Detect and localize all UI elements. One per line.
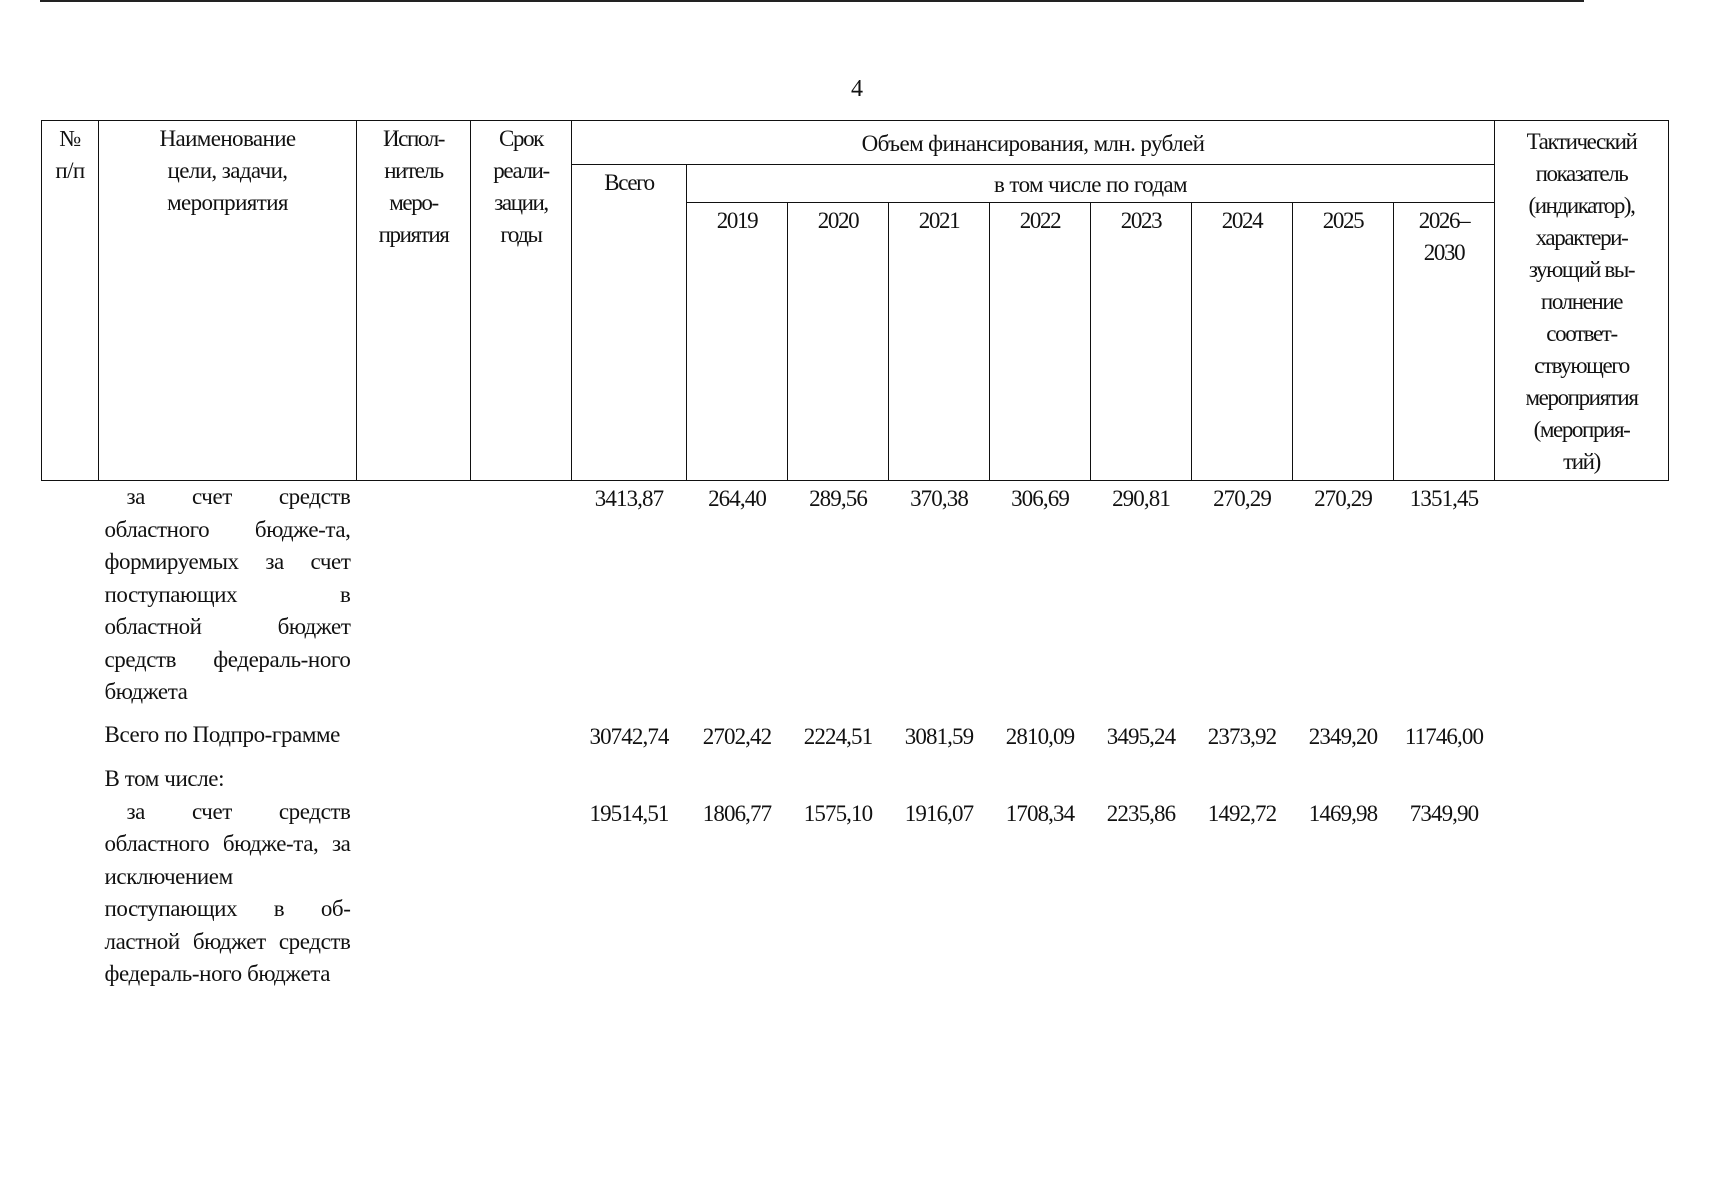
row-year-value: 2235,86	[1106, 800, 1176, 826]
row-total: 30742,74	[589, 723, 669, 749]
header-year: 2026– 2030	[1394, 203, 1495, 481]
row-year-value: 3081,59	[904, 723, 974, 749]
header-total: Всего	[572, 165, 687, 481]
row-year-value: 2810,09	[1005, 723, 1075, 749]
row-year-value: 2349,20	[1308, 723, 1378, 749]
row-label: В том числе:	[104, 766, 225, 791]
row-year-value: 1469,98	[1308, 800, 1378, 826]
row-total: 19514,51	[589, 800, 669, 826]
table-row	[42, 796, 1669, 991]
header-number: № п/п	[42, 121, 99, 481]
row-year-value: 11746,00	[1404, 723, 1484, 749]
row-year-value: 2373,92	[1207, 723, 1277, 749]
row-label: Всего по Подпро-грамме	[104, 721, 340, 747]
header-year: 2024	[1192, 203, 1293, 481]
row-year-value: 270,29	[1213, 486, 1271, 511]
row-label: за счет средств областного бюдже-та, за исключением поступающих в об-ластной бюджет средств федераль-ного бюджета	[104, 798, 351, 986]
row-year-value: 1351,45	[1409, 486, 1479, 511]
row-year-value: 7349,90	[1409, 800, 1479, 826]
table-row	[42, 763, 1669, 796]
row-year-value: 306,69	[1011, 486, 1069, 511]
row-year-value: 1575,10	[803, 800, 873, 826]
row-year-value: 270,29	[1314, 486, 1372, 511]
header-year: 2021	[889, 203, 990, 481]
row-year-value: 1806,77	[702, 800, 772, 826]
header-year: 2022	[990, 203, 1091, 481]
header-year: 2020	[788, 203, 889, 481]
funding-table	[41, 120, 1669, 991]
header-year: 2023	[1091, 203, 1192, 481]
header-indicator: Тактический показатель (индикатор), характери- зующий вы- полнение соответ- ствующего мероприятия (мероприя- тий)	[1495, 121, 1669, 481]
header-year: 2025	[1293, 203, 1394, 481]
row-year-value: 1708,34	[1005, 800, 1075, 826]
header-funding: Объем финансирования, млн. рублей	[572, 121, 1495, 165]
row-year-value: 290,81	[1112, 486, 1170, 511]
header-name: Наименование цели, задачи, мероприятия	[99, 121, 357, 481]
page-number: 4	[851, 76, 863, 102]
row-year-value: 289,56	[809, 486, 867, 511]
header-executor: Испол- нитель меро- приятия	[357, 121, 471, 481]
top-border-line	[40, 0, 1584, 2]
header-by-years: в том числе по годам	[687, 165, 1495, 203]
table-row	[42, 481, 1669, 709]
row-label: за счет средств областного бюдже-та, формируемых за счет поступающих в областной бюджет средств федераль-ного бюджета	[104, 484, 351, 704]
header-year: 2019	[687, 203, 788, 481]
row-total: 3413,87	[594, 486, 664, 511]
row-year-value: 3495,24	[1106, 723, 1176, 749]
header-term: Срок реали- зации, годы	[471, 121, 572, 481]
row-year-value: 264,40	[708, 486, 766, 511]
row-year-value: 1492,72	[1207, 800, 1277, 826]
row-year-value: 1916,07	[904, 800, 974, 826]
funding-table-wrapper	[41, 120, 1669, 991]
row-year-value: 370,38	[910, 486, 968, 511]
table-row	[42, 719, 1669, 754]
row-year-value: 2702,42	[702, 723, 772, 749]
row-year-value: 2224,51	[803, 723, 873, 749]
